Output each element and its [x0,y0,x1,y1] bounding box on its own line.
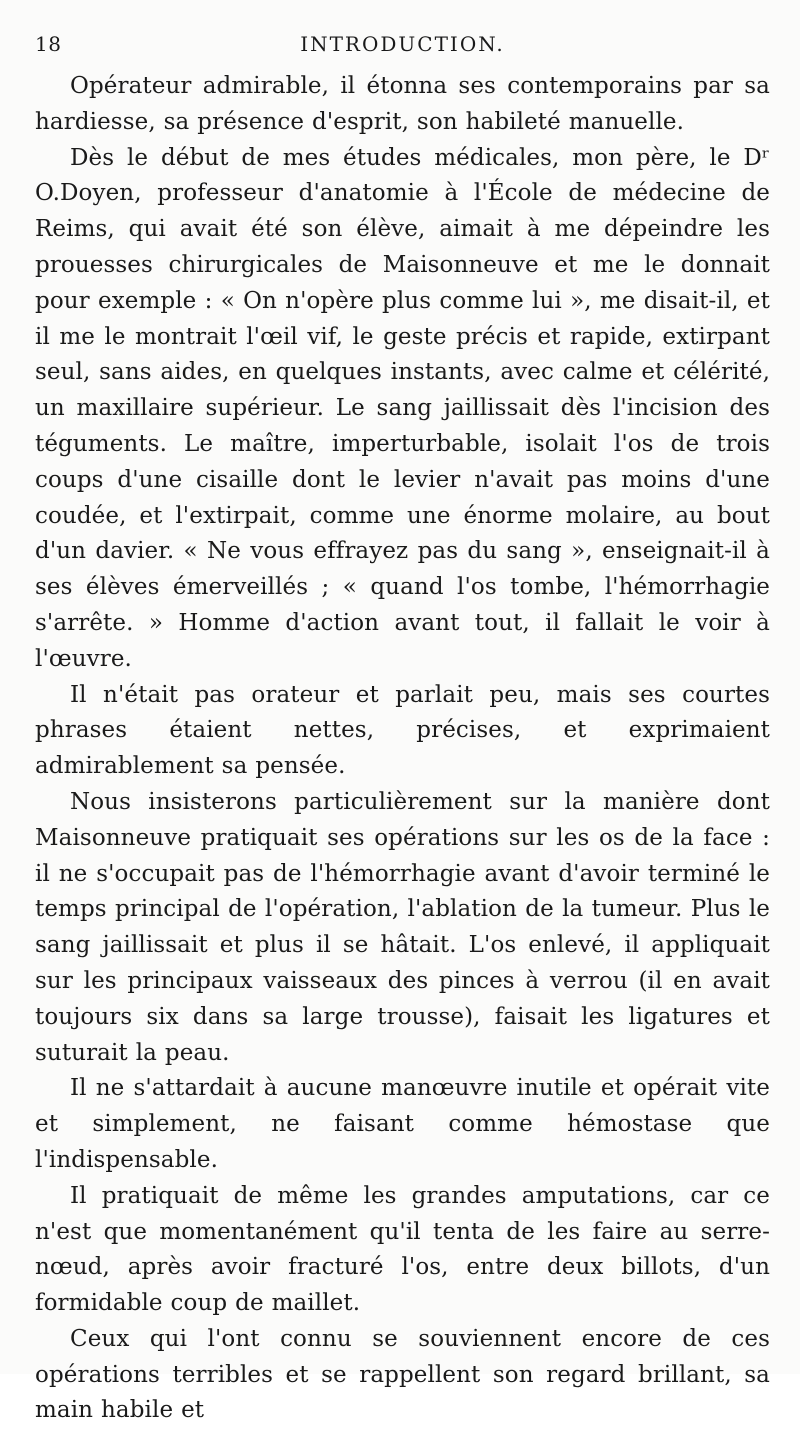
page-number: 18 [35,32,62,56]
paragraph-2: Dès le début de mes études médicales, mon père, le Dʳ O.Doyen, professeur d'anatomie à l'École de médecine de Reims, qui avait été son élève, aimait à me dépeindre les prouesses chirurgicales de Maisonneuve et me le donnait pour exemple : « On n'opère plus comme lui », me disait-il, et il me le montrait l'œil vif, le geste précis et rapide, extirpant seul, sans aides, en quelques instants, avec calme et célérité, un maxillaire supérieur. Le sang jaillissait dès l'incision des téguments. Le maître, imperturbable, isolait l'os de trois coups d'une cisaille dont le levier n'avait pas moins d'une coudée, et l'extirpait, comme une énorme molaire, au bout d'un davier. « Ne vous effrayez pas du sang », enseignait-il à ses élèves émerveillés ; « quand l'os tombe, l'hémorrhagie s'arrête. » Homme d'action avant tout, il fallait le voir à l'œuvre. [35,144,770,672]
paragraph-6: Il pratiquait de même les grandes amputations, car ce n'est que momentanément qu'il tenta de les faire au serre-nœud, après avoir fracturé l'os, entre deux billots, d'un formidable coup de maillet. [35,1182,770,1317]
page-header [35,28,770,60]
running-head: INTRODUCTION. [300,32,505,56]
paragraph-1: Opérateur admirable, il étonna ses contemporains par sa hardiesse, sa présence d'esprit, son habileté manuelle. [35,73,770,135]
paragraph-7: Ceux qui l'ont connu se souviennent encore de ces opérations terribles et se rappellent son regard brillant, sa main habile et [35,1325,770,1424]
paragraph-4: Nous insisterons particulièrement sur la manière dont Maisonneuve pratiquait ses opérations sur les os de la face : il ne s'occupait pas de l'hémorrhagie avant d'avoir terminé le temps principal de l'opération, l'ablation de la tumeur. Plus le sang jaillissait et plus il se hâtait. L'os enlevé, il appliquait sur les principaux vaisseaux des pinces à verrou (il en avait toujours six dans sa large trousse), faisait les ligatures et suturait la peau. [35,788,770,1066]
paragraph-3: Il n'était pas orateur et parlait peu, mais ses courtes phrases étaient nettes, précises, et exprimaient admirablement sa pensée. [35,681,770,780]
paragraph-5: Il ne s'attardait à aucune manœuvre inutile et opérait vite et simplement, ne faisant comme hémostase que l'indispensable. [35,1075,770,1173]
body-text [35,69,770,1429]
